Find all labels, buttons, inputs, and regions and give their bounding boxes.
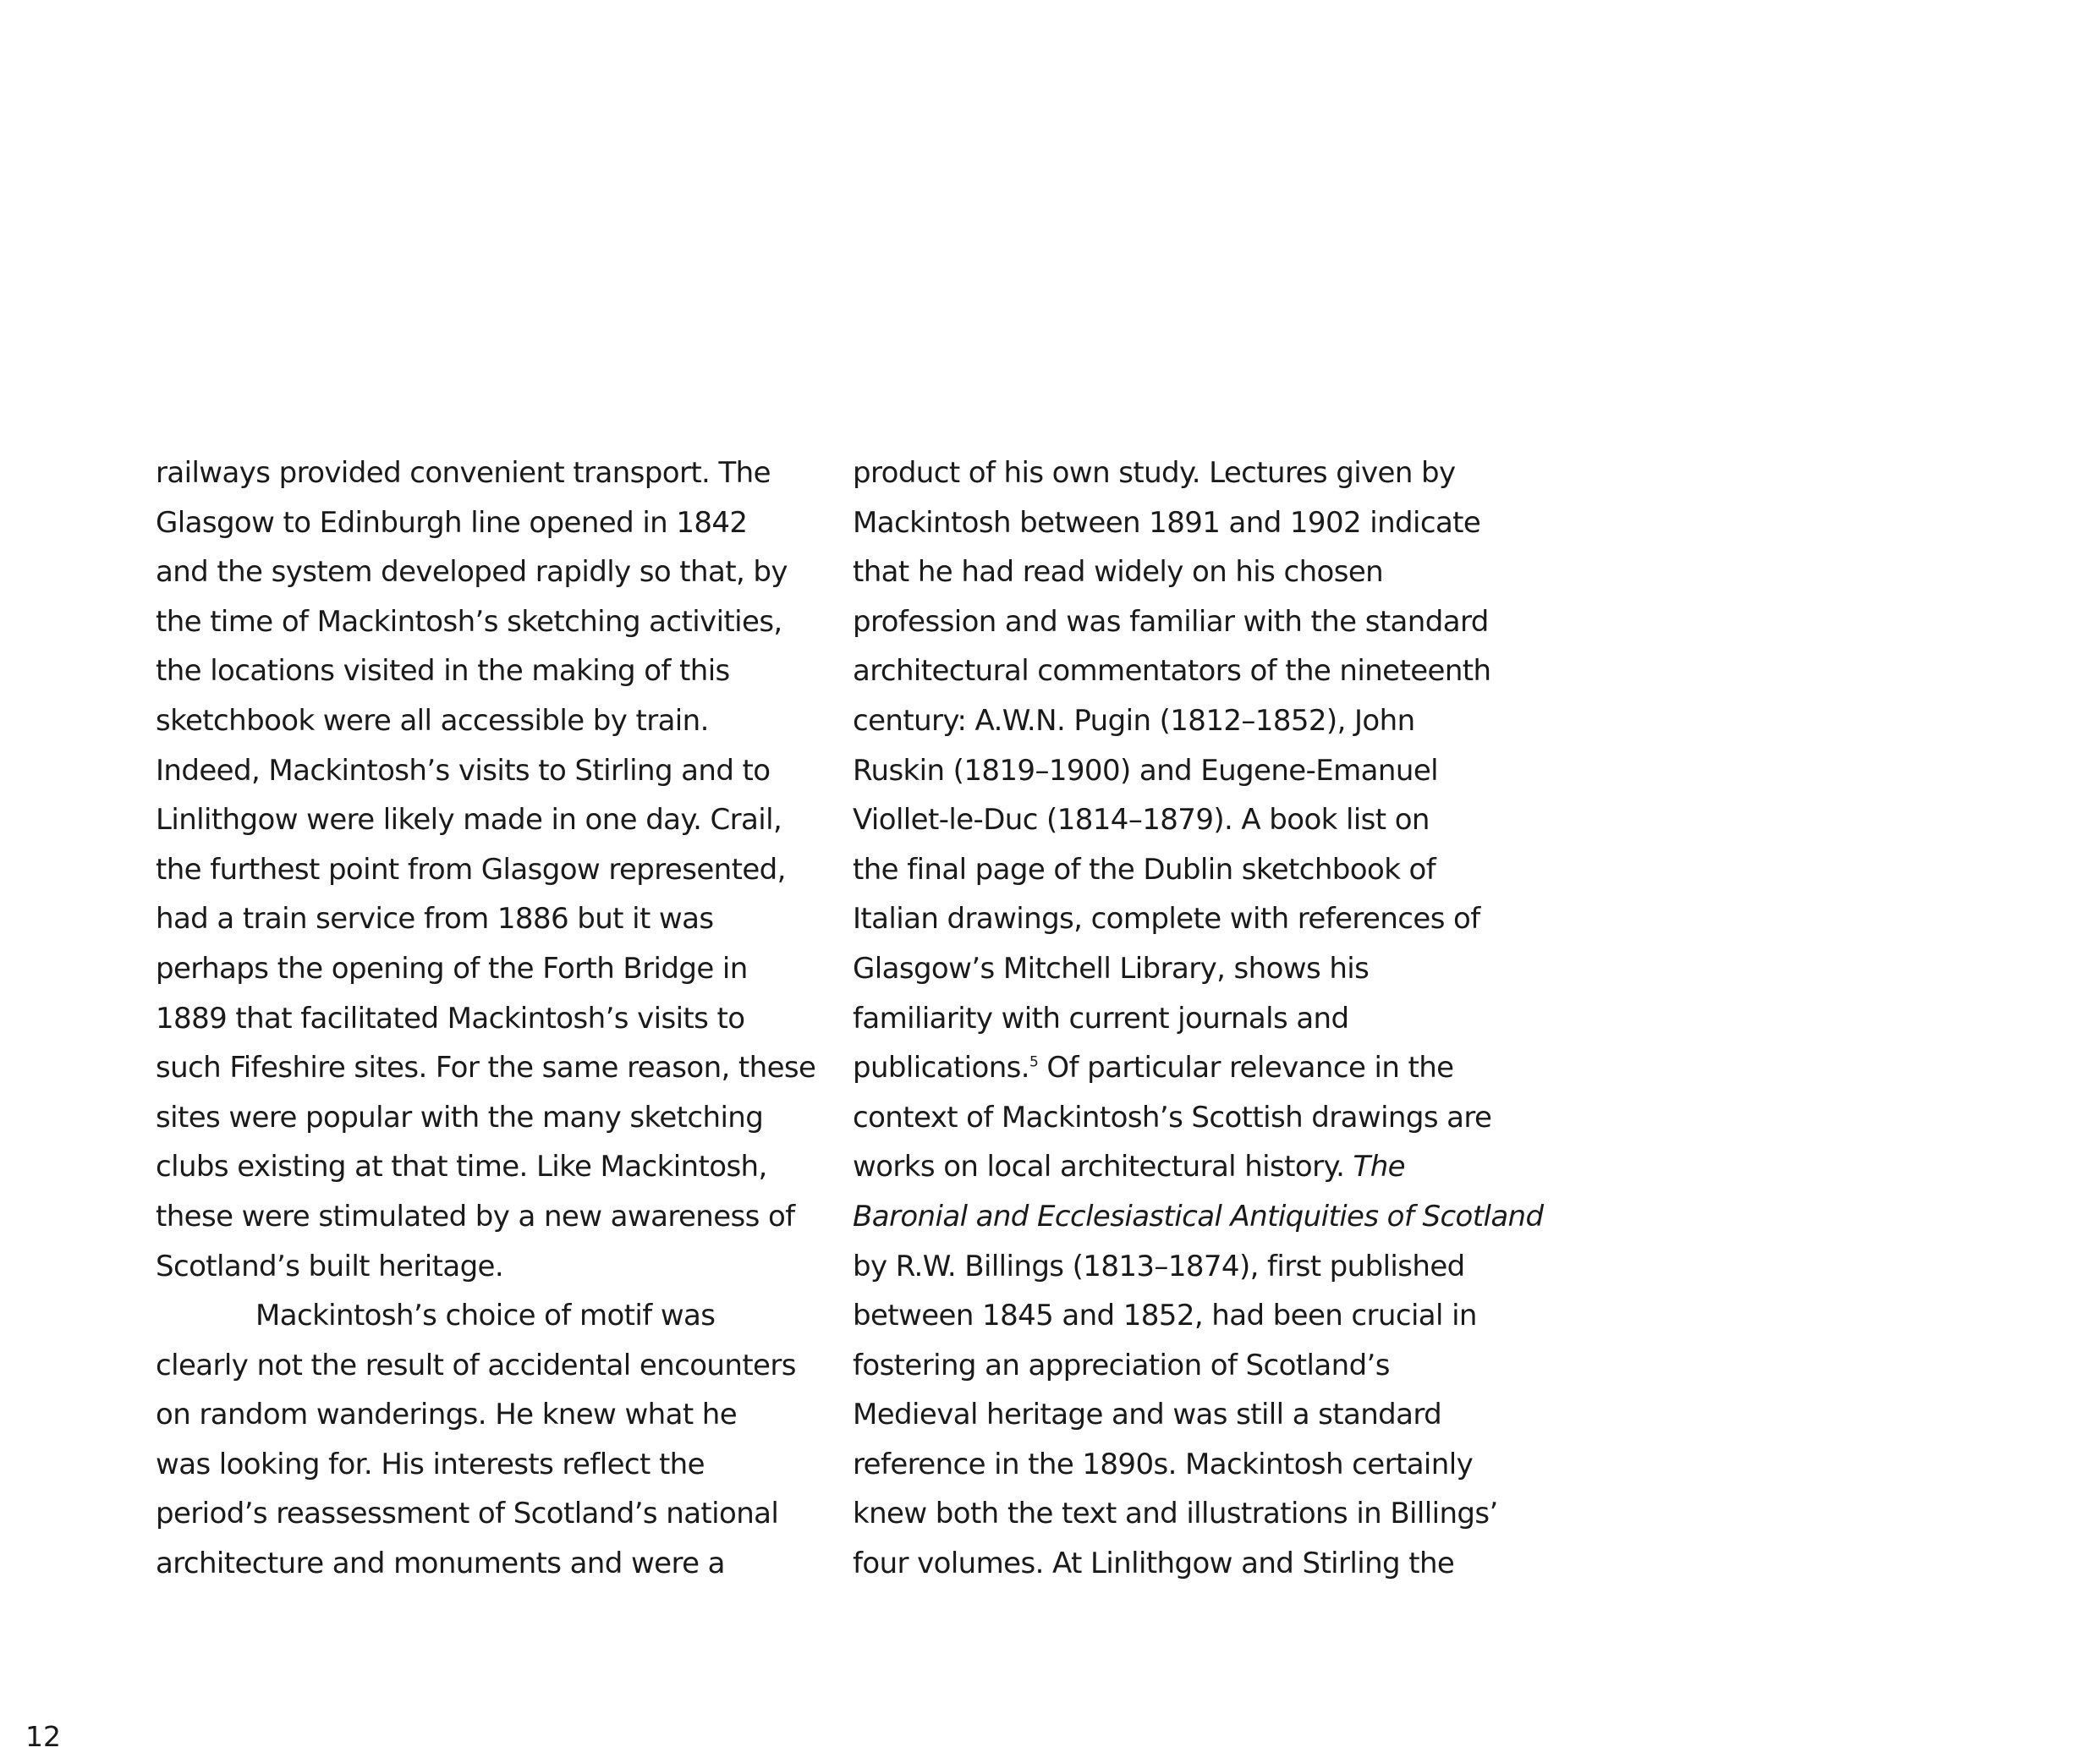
text-line: Glasgow’s Mitchell Library, shows his bbox=[853, 951, 1370, 986]
page-number: 12 bbox=[25, 1720, 61, 1753]
title-line-start: works on local architectural history. bbox=[853, 1150, 1353, 1184]
footnote-text-line bbox=[853, 1043, 1529, 1093]
text-line: profession and was familiar with the standard bbox=[853, 604, 1489, 639]
text-line: sketchbook were all accessible by train. bbox=[156, 703, 709, 738]
text-line: four volumes. At Linlithgow and Stirling the bbox=[853, 1547, 1455, 1581]
book-title: Baronial and Ecclesiastical Antiquities of Scotland bbox=[853, 1199, 1544, 1234]
text-line: Italian drawings, complete with references of bbox=[853, 902, 1480, 937]
text-line: sites were popular with the many sketching bbox=[156, 1100, 764, 1135]
text-line: had a train service from 1886 but it was bbox=[156, 902, 714, 937]
text-line: the final page of the Dublin sketchbook of bbox=[853, 852, 1436, 887]
text-line: familiarity with current journals and bbox=[853, 1001, 1349, 1036]
text-line: clearly not the result of accidental encounters bbox=[156, 1348, 796, 1382]
text-line: knew both the text and illustrations in Billings’ bbox=[853, 1497, 1498, 1531]
text-line: on random wanderings. He knew what he bbox=[156, 1398, 738, 1432]
text-line: Scotland’s built heritage. bbox=[156, 1249, 504, 1283]
text-line: Mackintosh between 1891 and 1902 indicate bbox=[853, 505, 1481, 540]
book-title-line bbox=[853, 1142, 1529, 1192]
text-line: by R.W. Billings (1813–1874), first published bbox=[853, 1249, 1465, 1283]
text-line: and the system developed rapidly so that, by bbox=[156, 555, 788, 590]
text-line: the time of Mackintosh’s sketching activities, bbox=[156, 604, 782, 639]
text-line: Indeed, Mackintosh’s visits to Stirling and to bbox=[156, 753, 771, 788]
text-line: architecture and monuments and were a bbox=[156, 1547, 725, 1581]
text-line: Glasgow to Edinburgh line opened in 1842 bbox=[156, 505, 748, 540]
text-line: railways provided convenient transport. The bbox=[156, 456, 771, 490]
text-line: such Fifeshire sites. For the same reason, these bbox=[156, 1051, 816, 1085]
text-line: that he had read widely on his chosen bbox=[853, 555, 1384, 590]
book-title-start: The bbox=[1353, 1150, 1405, 1184]
text-line: architectural commentators of the nineteenth bbox=[853, 654, 1491, 689]
footnote-line-before: publications. bbox=[853, 1051, 1029, 1085]
text-line: reference in the 1890s. Mackintosh certainly bbox=[853, 1447, 1474, 1481]
text-line: 1889 that facilitated Mackintosh’s visits to bbox=[156, 1001, 745, 1036]
text-line: these were stimulated by a new awareness of bbox=[156, 1199, 795, 1234]
text-line: century: A.W.N. Pugin (1812–1852), John bbox=[853, 703, 1415, 738]
text-line: product of his own study. Lectures given by bbox=[853, 456, 1456, 490]
text-line: context of Mackintosh’s Scottish drawings are bbox=[853, 1100, 1492, 1135]
text-line: perhaps the opening of the Forth Bridge in bbox=[156, 951, 748, 986]
left-text-column bbox=[156, 448, 832, 1589]
text-line: Ruskin (1819–1900) and Eugene-Emanuel bbox=[853, 753, 1438, 788]
text-line: between 1845 and 1852, had been crucial in bbox=[853, 1299, 1477, 1333]
text-line: the locations visited in the making of this bbox=[156, 654, 730, 689]
footnote-line-after: Of particular relevance in the bbox=[1038, 1051, 1454, 1085]
text-line: clubs existing at that time. Like Mackintosh, bbox=[156, 1150, 767, 1184]
text-line: Linlithgow were likely made in one day. Crail, bbox=[156, 803, 782, 838]
text-line: fostering an appreciation of Scotland’s bbox=[853, 1348, 1390, 1382]
paragraph-start-line: Mackintosh’s choice of motif was bbox=[255, 1299, 716, 1333]
text-line: was looking for. His interests reflect the bbox=[156, 1447, 705, 1481]
footnote-marker: 5 bbox=[1029, 1053, 1039, 1071]
text-line: period’s reassessment of Scotland’s national bbox=[156, 1497, 779, 1531]
text-line: the furthest point from Glasgow represented, bbox=[156, 852, 786, 887]
book-title-line bbox=[853, 1192, 1544, 1242]
text-line: Viollet-le-Duc (1814–1879). A book list on bbox=[853, 803, 1430, 838]
right-text-column bbox=[853, 448, 1544, 1589]
text-line: Medieval heritage and was still a standard bbox=[853, 1398, 1442, 1432]
